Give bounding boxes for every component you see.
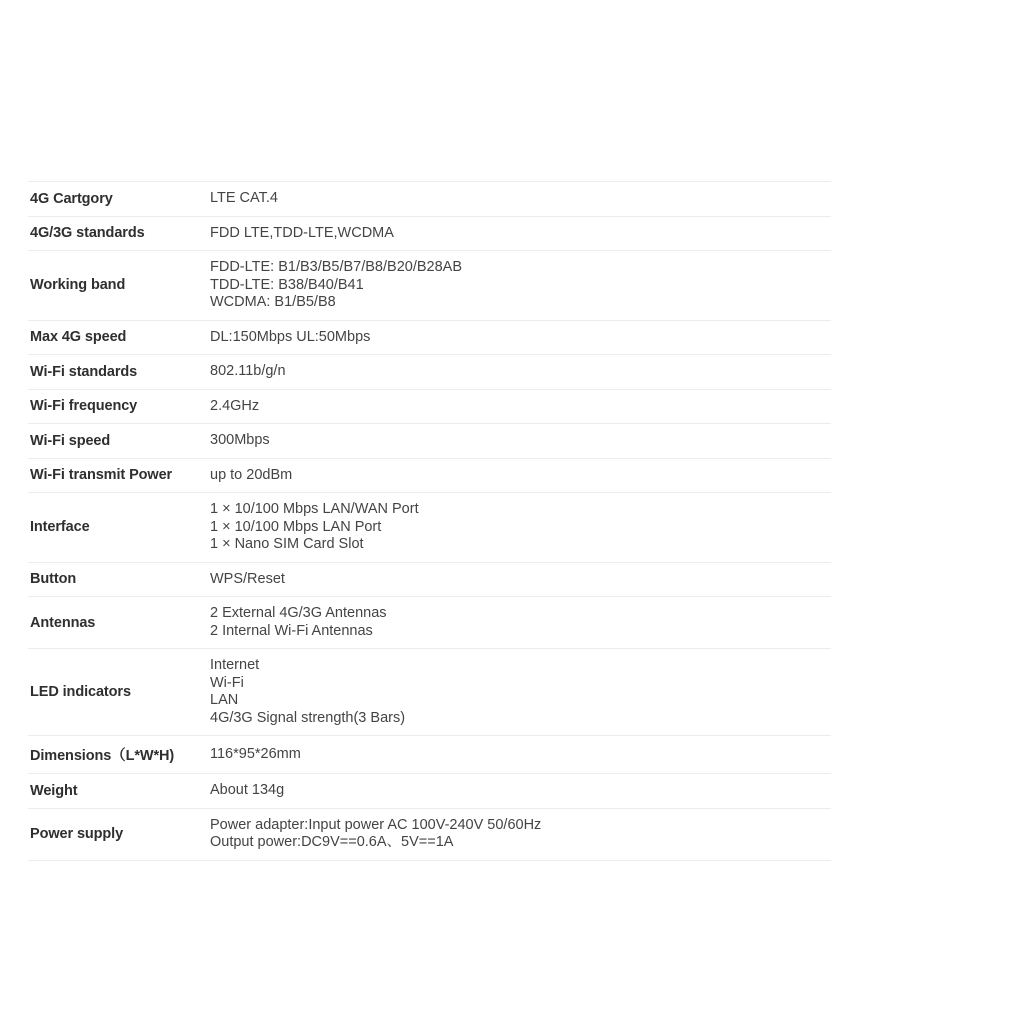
spec-row [28, 355, 831, 390]
spec-label: Button [30, 571, 77, 588]
spec-value-line: Power adapter:Input power AC 100V-240V 50/60Hz [210, 816, 542, 833]
spec-value-line: 2.4GHz [210, 397, 260, 414]
spec-label: Weight [30, 782, 78, 799]
spec-label: Power supply [30, 826, 124, 842]
spec-value-line: 2 External 4G/3G Antennas [210, 605, 387, 621]
spec-value [210, 190, 831, 208]
spec-value-line: 1 × 10/100 Mbps LAN Port [210, 518, 382, 535]
spec-value-line: 2 Internal Wi-Fi Antennas [210, 622, 373, 639]
spec-value [210, 817, 831, 852]
spec-value [210, 605, 831, 640]
spec-row [28, 217, 831, 252]
spec-label: 4G Cartgory [30, 190, 113, 207]
spec-value [210, 398, 831, 416]
spec-value-line: FDD LTE,TDD-LTE,WCDMA [210, 224, 394, 241]
spec-value [210, 225, 831, 243]
spec-value-line: About 134g [210, 782, 285, 798]
spec-value [210, 571, 831, 589]
spec-row [28, 182, 831, 217]
spec-value [210, 259, 831, 312]
spec-label: 4G/3G standards [30, 225, 145, 242]
spec-label: Interface [30, 519, 90, 536]
spec-label: Antennas [30, 614, 96, 631]
spec-label: Dimensions（L*W*H) [30, 748, 175, 764]
spec-label: Wi-Fi frequency [30, 398, 138, 415]
spec-value [210, 501, 831, 554]
spec-row [28, 390, 831, 425]
spec-value-line: up to 20dBm [210, 466, 293, 483]
spec-value-line: 300Mbps [210, 432, 270, 448]
spec-row [28, 597, 831, 649]
spec-value-line: WCDMA: B1/B5/B8 [210, 294, 336, 310]
spec-value-line: Output power:DC9V==0.6A、5V==1A [210, 834, 454, 850]
spec-label: Wi-Fi speed [30, 432, 111, 449]
spec-label: Max 4G speed [30, 329, 127, 346]
spec-value [210, 467, 831, 485]
spec-value [210, 746, 831, 764]
spec-value-line: DL:150Mbps UL:50Mbps [210, 328, 371, 345]
spec-value [210, 782, 831, 800]
spec-value-line: TDD-LTE: B38/B40/B41 [210, 276, 364, 293]
spec-value-line: Wi-Fi [210, 674, 244, 691]
spec-row [28, 563, 831, 598]
spec-row [28, 459, 831, 494]
spec-value-line: 1 × 10/100 Mbps LAN/WAN Port [210, 501, 419, 517]
spec-value-line: 4G/3G Signal strength(3 Bars) [210, 709, 406, 726]
spec-row [28, 649, 831, 736]
spec-label: LED indicators [30, 684, 131, 700]
spec-row [28, 809, 831, 861]
spec-value [210, 657, 831, 727]
spec-value-line: FDD-LTE: B1/B3/B5/B7/B8/B20/B28AB [210, 259, 462, 275]
spec-label: Working band [30, 277, 126, 294]
spec-row [28, 424, 831, 459]
spec-value-line: 1 × Nano SIM Card Slot [210, 536, 364, 552]
spec-row [28, 736, 831, 774]
spec-value-line: 116*95*26mm [210, 745, 301, 762]
spec-row [28, 251, 831, 321]
spec-row [28, 321, 831, 356]
spec-value-line: LTE CAT.4 [210, 190, 278, 206]
spec-label: Wi-Fi transmit Power [30, 467, 173, 484]
spec-row [28, 493, 831, 563]
spec-value [210, 329, 831, 347]
spec-value-line: 802.11b/g/n [210, 363, 286, 379]
spec-label: Wi-Fi standards [30, 363, 138, 380]
spec-value-line: WPS/Reset [210, 570, 285, 587]
spec-value-line: Internet [210, 657, 260, 673]
spec-value [210, 363, 831, 381]
spec-table [28, 181, 831, 861]
spec-value [210, 432, 831, 450]
spec-row [28, 774, 831, 809]
spec-value-line: LAN [210, 692, 239, 708]
